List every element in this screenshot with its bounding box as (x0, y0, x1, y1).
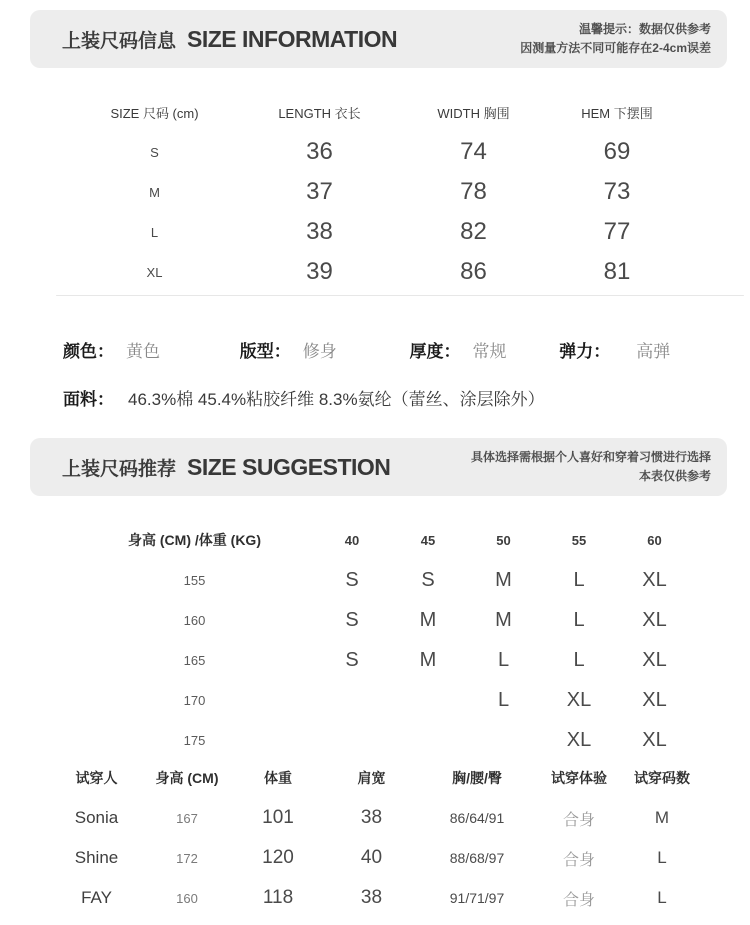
attribute-fabric (63, 386, 723, 414)
size-info-table-row (70, 172, 687, 212)
size-suggestion-title (62, 454, 390, 481)
model-height: 160 (176, 890, 198, 906)
height-label: 165 (183, 652, 206, 668)
attribute-label: 颜色： (63, 342, 114, 361)
fabric-composition: 46.3%棉 45.4%粘胶纤维 8.3%氨纶（蕾丝、涂层除外） (128, 390, 545, 409)
tried-size: L (657, 848, 667, 867)
product-attributes (63, 338, 723, 414)
model-name: FAY (81, 888, 112, 907)
size-info-header-bar (30, 10, 727, 68)
attribute-color (63, 338, 235, 366)
suggested-size: XL (642, 568, 667, 591)
fitting-col-header: 试穿码数 (634, 770, 690, 786)
model-height: 167 (176, 810, 198, 826)
fitting-col-header: 肩宽 (357, 770, 386, 786)
size-info-note (520, 20, 711, 57)
attribute-value: 常规 (472, 342, 507, 361)
size-info-note-line2: 因测量方法不同可能存在2-4cm误差 (520, 41, 711, 55)
attribute-value: 高弹 (636, 342, 671, 361)
size-info-table (70, 92, 687, 292)
size-cell: XL (146, 264, 163, 280)
size-suggestion-note-line2: 本表仅供参考 (638, 469, 711, 483)
suggested-size: L (573, 608, 585, 631)
model-measurements: 88/68/97 (449, 850, 505, 866)
size-info-title-zh: 上装尺码信息 (62, 30, 177, 52)
suggested-size: L (497, 648, 510, 671)
suggested-size: M (419, 608, 437, 631)
attribute-label: 厚度： (409, 342, 461, 361)
height-label: 175 (183, 732, 206, 748)
width-cell: 82 (460, 218, 487, 245)
size-info-col-header: LENGTH 衣长 (278, 105, 361, 121)
suggested-size: S (345, 568, 359, 591)
height-weight-corner-label: 身高 (CM) /体重 (KG) (128, 532, 261, 548)
suggested-size: XL (642, 688, 667, 711)
size-info-note-line1: 温馨提示：数据仅供参考 (578, 22, 711, 37)
fitting-col-header: 胸/腰/臀 (452, 770, 502, 786)
width-cell: 78 (460, 178, 487, 205)
size-cell: L (150, 224, 159, 240)
model-shoulder: 40 (360, 847, 383, 868)
model-height: 172 (176, 850, 198, 866)
suggested-size: XL (642, 608, 667, 631)
size-info-col-header: HEM 下摆围 (581, 105, 653, 121)
hem-cell: 69 (603, 138, 631, 165)
model-weight: 101 (262, 807, 294, 828)
model-shoulder: 38 (360, 807, 383, 828)
attribute-elasticity (559, 338, 670, 366)
height-label: 160 (183, 612, 206, 628)
fitting-row (52, 798, 700, 838)
suggested-size: S (345, 648, 359, 671)
model-measurements: 86/64/91 (449, 810, 505, 826)
height-label: 155 (183, 572, 206, 588)
suggestion-row (75, 720, 692, 760)
size-info-table-row (70, 132, 687, 172)
attribute-fit (240, 338, 405, 366)
weight-header: 40 (344, 532, 360, 548)
weight-header: 55 (571, 532, 587, 548)
fitting-col-header: 试穿人 (75, 770, 118, 786)
weight-header: 60 (647, 532, 662, 548)
suggestion-row (75, 560, 692, 600)
size-info-table-header-row (70, 92, 687, 132)
weight-header: 50 (496, 532, 511, 548)
length-cell: 37 (306, 178, 333, 205)
size-info-col-header: SIZE 尺码 (cm) (110, 105, 199, 121)
suggested-size: S (421, 568, 435, 591)
attribute-thickness (409, 338, 554, 366)
suggested-size: S (345, 608, 359, 631)
size-info-table-row (70, 212, 687, 252)
attribute-label: 版型： (239, 342, 291, 361)
weight-header: 45 (420, 532, 436, 548)
fitting-col-header: 身高 (CM) (155, 770, 219, 786)
fitting-row (52, 878, 700, 918)
length-cell: 38 (306, 218, 333, 245)
height-label: 170 (183, 692, 206, 708)
suggestion-row (75, 600, 692, 640)
suggested-size: XL (642, 648, 667, 671)
fitting-col-header: 试穿体验 (551, 770, 607, 786)
suggested-size: XL (566, 728, 592, 751)
size-cell: S (150, 144, 159, 160)
width-cell: 74 (460, 138, 487, 165)
size-info-col-header: WIDTH 胸围 (437, 105, 510, 121)
fit-experience: 合身 (562, 891, 595, 909)
tried-size: L (657, 888, 667, 907)
size-info-title (62, 26, 397, 53)
size-suggestion-title-zh: 上装尺码推荐 (62, 458, 177, 480)
size-suggestion-matrix (75, 520, 692, 760)
length-cell: 36 (306, 138, 333, 165)
hem-cell: 73 (603, 178, 631, 205)
suggested-size: L (573, 648, 585, 671)
fit-experience: 合身 (562, 811, 595, 829)
suggested-size: XL (566, 688, 592, 711)
fitting-model-table (52, 758, 700, 918)
fitting-header-row (52, 758, 700, 798)
suggested-size: M (495, 568, 512, 591)
suggestion-header-row (75, 520, 692, 560)
model-name: Sonia (74, 808, 119, 827)
hem-cell: 77 (603, 218, 631, 245)
size-suggestion-header-bar (30, 438, 727, 496)
attribute-value: 修身 (302, 342, 337, 361)
hem-cell: 81 (603, 258, 631, 285)
panel-bottom-edge (56, 295, 744, 296)
fitting-col-header: 体重 (264, 770, 292, 786)
length-cell: 39 (306, 258, 333, 285)
width-cell: 86 (460, 258, 487, 285)
suggestion-row (75, 680, 692, 720)
size-suggestion-note-line1: 具体选择需根据个人喜好和穿着习惯进行选择 (470, 450, 711, 465)
suggested-size: M (495, 608, 512, 631)
tried-size: M (654, 808, 670, 827)
attribute-row (63, 338, 723, 366)
model-weight: 118 (262, 887, 294, 908)
suggested-size: L (497, 688, 510, 711)
model-measurements: 91/71/97 (449, 890, 505, 906)
attribute-label: 弹力： (559, 342, 611, 361)
size-cell: M (149, 184, 160, 200)
size-info-title-en: SIZE INFORMATION (187, 25, 398, 52)
attribute-label: 面料： (63, 390, 114, 409)
suggested-size: XL (642, 728, 667, 751)
suggested-size: L (573, 568, 585, 591)
size-info-table-row (70, 252, 687, 292)
size-suggestion-note (471, 448, 711, 485)
suggested-size: M (419, 648, 437, 671)
model-weight: 120 (262, 847, 294, 868)
model-shoulder: 38 (360, 887, 383, 908)
fitting-row (52, 838, 700, 878)
model-name: Shine (74, 848, 119, 867)
suggestion-row (75, 640, 692, 680)
attribute-value: 黄色 (126, 342, 160, 361)
size-suggestion-title-en: SIZE SUGGESTION (187, 453, 391, 480)
fit-experience: 合身 (562, 851, 595, 869)
